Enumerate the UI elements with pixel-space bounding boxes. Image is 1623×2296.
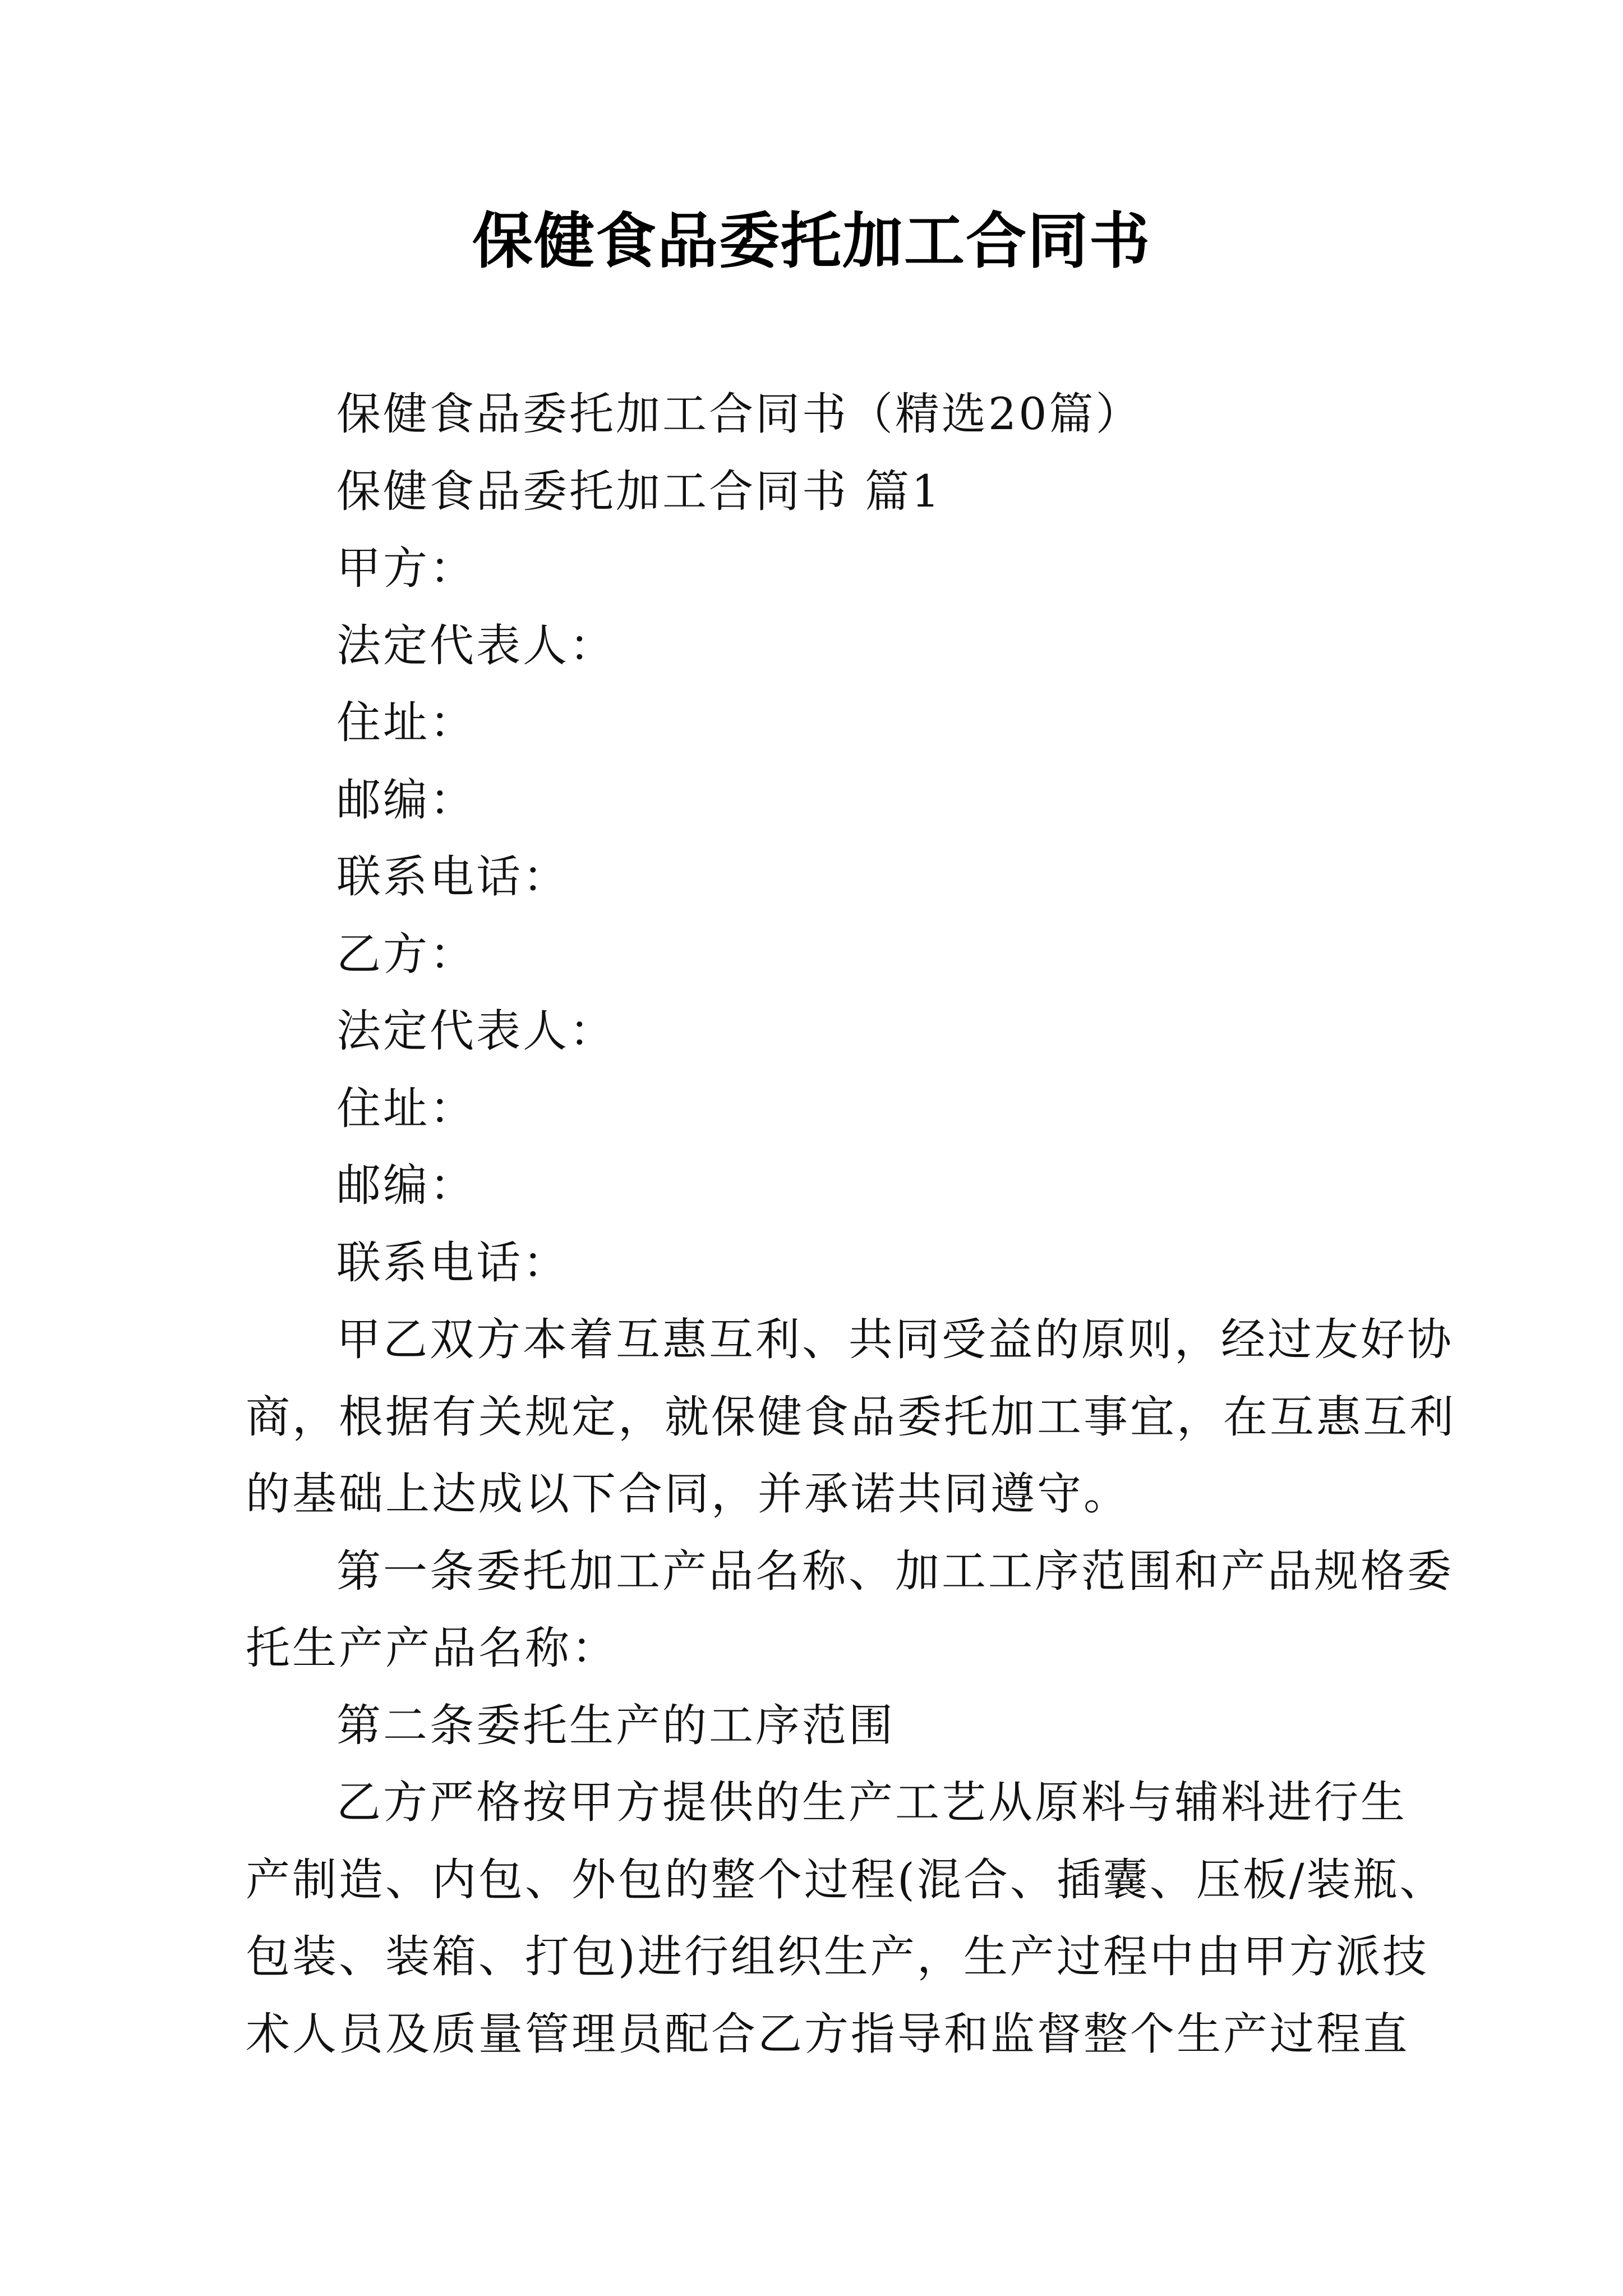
subtitle-line: 保健食品委托加工合同书（精选20篇） xyxy=(336,388,1142,440)
article-two-line: 术人员及质量管理员配合乙方指导和监督整个生产过程直 xyxy=(246,2008,1409,2060)
article-two-line: 产制造、内包、外包的整个过程(混合、插囊、压板/装瓶、 xyxy=(246,1853,1446,1906)
article-two-heading: 第二条委托生产的工序范围 xyxy=(336,1699,895,1751)
party-b-phone: 联系电话： xyxy=(336,1236,569,1289)
article-two-line: 包装、装箱、打包)进行组织生产，生产过程中由甲方派技 xyxy=(246,1931,1429,1982)
section-heading: 保健食品委托加工合同书 篇1 xyxy=(336,465,942,517)
party-b-address: 住址： xyxy=(336,1082,476,1134)
paragraph-line: 的基础上达成以下合同，并承诺共同遵守。 xyxy=(246,1468,1130,1520)
party-a-address: 住址： xyxy=(336,697,476,748)
party-a-phone: 联系电话： xyxy=(336,851,569,903)
document-title: 保健食品委托加工合同书 xyxy=(472,206,1151,277)
article-one-line: 托生产产品名称： xyxy=(246,1622,618,1674)
party-a-representative: 法定代表人： xyxy=(336,619,616,671)
party-a-label: 甲方： xyxy=(336,542,476,594)
party-a-postcode: 邮编： xyxy=(336,774,476,826)
paragraph-line: 商，根据有关规定，就保健食品委托加工事宜，在互惠互利 xyxy=(246,1391,1456,1443)
party-b-postcode: 邮编： xyxy=(336,1159,476,1211)
document-body xyxy=(246,376,1456,2073)
article-two-line: 乙方严格按甲方提供的生产工艺从原料与辅料进行生 xyxy=(336,1777,1407,1828)
party-b-representative: 法定代表人： xyxy=(336,1005,616,1057)
party-b-label: 乙方： xyxy=(336,928,476,980)
article-one-line: 第一条委托加工产品名称、加工工序范围和产品规格委 xyxy=(336,1545,1454,1597)
paragraph-line: 甲乙双方本着互惠互利、共同受益的原则，经过友好协 xyxy=(336,1314,1454,1365)
